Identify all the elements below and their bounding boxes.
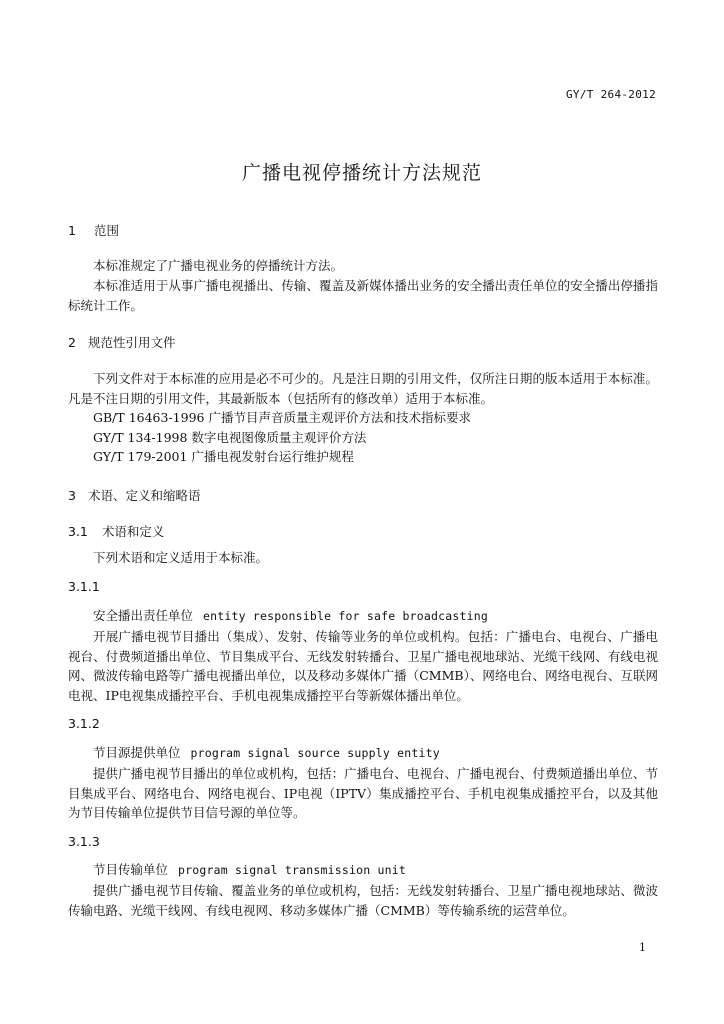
section-title: 术语、定义和缩略语 [87, 488, 201, 503]
document-title: 广播电视停播统计方法规范 [241, 162, 482, 184]
paragraph: 下列文件对于本标准的应用是必不可少的。凡是注日期的引用文件，仅所注日期的版本适用于本标准。凡是不注日期的引用文件，其最新版本（包括所有的修改单）适用于本标准。 [68, 371, 658, 406]
section-title: 规范性引用文件 [87, 335, 176, 350]
section-3-heading [68, 486, 200, 504]
section-2-heading [68, 333, 175, 351]
section-number: 2 [68, 335, 76, 350]
term-entry [93, 743, 440, 761]
paragraph: 下列术语和定义适用于本标准。 [93, 550, 269, 565]
section-number: 3 [68, 488, 76, 503]
term-en: program signal transmission unit [178, 863, 406, 877]
section-number: 1 [68, 223, 76, 238]
section-number: 3.1 [68, 524, 88, 539]
term-zh: 节目源提供单位 [93, 745, 181, 760]
reference-item: GY/T 179-2001 广播电视发射台运行维护规程 [93, 449, 354, 464]
page-number: 1 [639, 941, 646, 954]
standard-number: GY/T 264-2012 [566, 88, 656, 101]
section-title: 范围 [93, 223, 119, 238]
term-entry [93, 606, 488, 624]
term-zh: 节目传输单位 [93, 862, 169, 877]
section-title: 术语和定义 [101, 524, 165, 539]
term-en: entity responsible for safe broadcasting [203, 609, 488, 623]
term-en: program signal source supply entity [190, 746, 440, 760]
term-zh: 安全播出责任单位 [93, 608, 194, 623]
definition: 开展广播电视节目播出（集成）、发射、传输等业务的单位或机构。包括：广播电台、电视台、广播电视台、付费频道播出单位、节目集成平台、无线发射转播台、卫星广播电视地球站、光缆干线网、有线电视网、微波传输电路等广播电视播出单位，以及移动多媒体广播（CMMB）、网络电台、网络电视台、互联网电视、IP电视集成播控平台、手机电视集成播控平台等新媒体播出单位。 [68, 629, 658, 703]
term-entry [93, 860, 406, 878]
reference-item: GB/T 16463-1996 广播节目声音质量主观评价方法和技术指标要求 [93, 410, 471, 425]
section-1-heading [68, 221, 119, 239]
clause-number: 3.1.3 [68, 834, 100, 849]
definition: 提供广播电视节目传输、覆盖业务的单位或机构，包括：无线发射转播台、卫星广播电视地球站、微波传输电路、光缆干线网、有线电视网、移动多媒体广播（CMMB）等传输系统的运营单位。 [68, 883, 658, 918]
paragraph: 本标准适用于从事广播电视播出、传输、覆盖及新媒体播出业务的安全播出责任单位的安全播出停播指标统计工作。 [68, 278, 658, 313]
paragraph: 本标准规定了广播电视业务的停播统计方法。 [93, 258, 344, 273]
clause-number: 3.1.2 [68, 716, 100, 731]
definition: 提供广播电视节目播出的单位或机构，包括：广播电台、电视台、广播电视台、付费频道播出单位、节目集成平台、网络电台、网络电视台、IP电视（IPTV）集成播控平台、手机电视集成播控平台，以及其他为节目传输单位提供节目信号源的单位等。 [68, 766, 658, 820]
clause-number: 3.1.1 [68, 579, 100, 594]
reference-item: GY/T 134-1998 数字电视图像质量主观评价方法 [93, 430, 367, 445]
section-3-1-heading [68, 522, 164, 540]
